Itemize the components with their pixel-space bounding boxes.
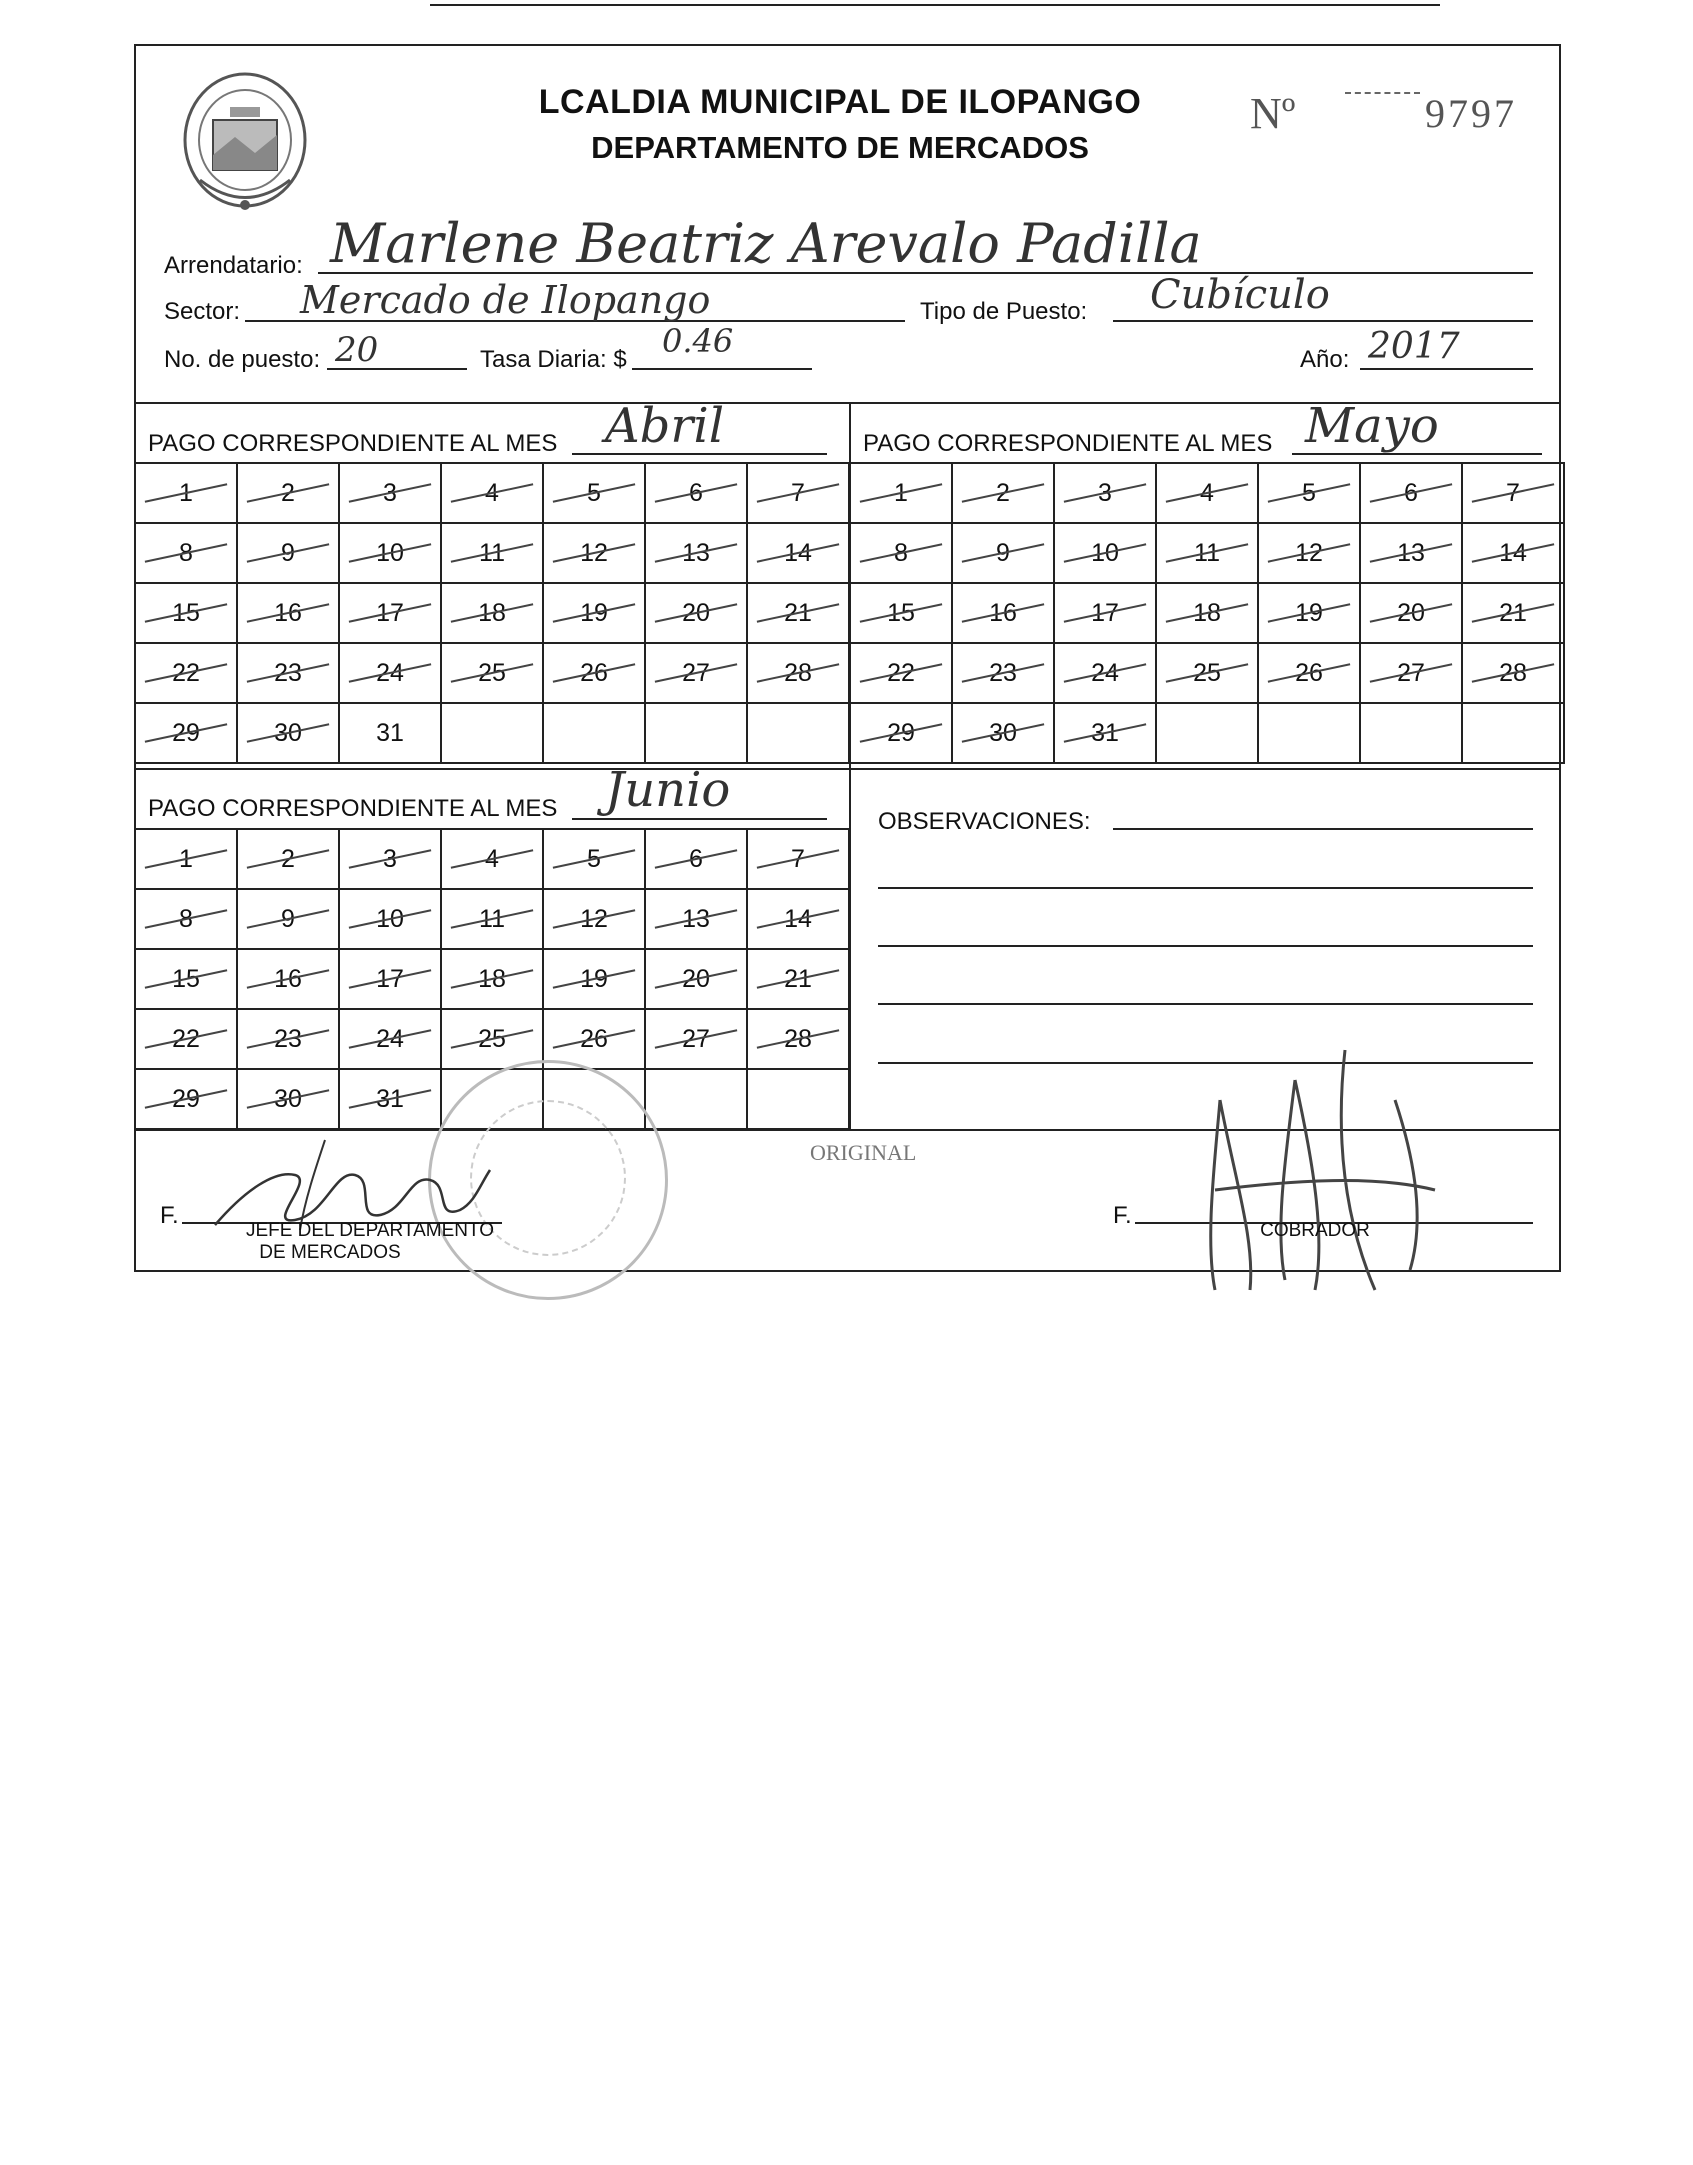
cobrador-signature-icon (1195, 1040, 1465, 1310)
empty-day-cell (1360, 703, 1462, 763)
empty-day-cell (441, 703, 543, 763)
day-cell (645, 643, 747, 703)
day-cell (645, 583, 747, 643)
day-cell (135, 1069, 237, 1129)
day-cell (1156, 523, 1258, 583)
day-number: 6 (1404, 478, 1418, 507)
day-cell (952, 463, 1054, 523)
cobrador-f-label: F. (1113, 1202, 1132, 1229)
day-cell (441, 583, 543, 643)
day-cell (339, 1009, 441, 1069)
day-number: 22 (887, 658, 915, 687)
day-cell (339, 949, 441, 1009)
day-number: 11 (479, 538, 505, 567)
day-number: 31 (1091, 718, 1119, 747)
day-cell (543, 463, 645, 523)
day-cell (747, 889, 849, 949)
anio-value: 2017 (1368, 326, 1460, 367)
day-number: 13 (682, 904, 710, 933)
observaciones-line-0 (1113, 828, 1533, 830)
day-number: 2 (281, 844, 295, 873)
day-cell (339, 1069, 441, 1129)
day-number: 15 (172, 964, 200, 993)
day-number: 29 (887, 718, 915, 747)
day-number: 8 (179, 538, 193, 567)
day-cell (339, 703, 441, 763)
day-number: 17 (1091, 598, 1119, 627)
day-number: 26 (580, 1024, 608, 1053)
day-cell (441, 463, 543, 523)
day-cell (339, 583, 441, 643)
section-divider-middle (134, 768, 1561, 770)
day-number: 1 (179, 478, 193, 507)
day-number: 26 (1295, 658, 1323, 687)
observaciones-line-3 (878, 1003, 1533, 1005)
day-number: 10 (376, 538, 404, 567)
day-number: 29 (172, 718, 200, 747)
day-cell (1360, 643, 1462, 703)
day-cell (645, 463, 747, 523)
day-cell (135, 889, 237, 949)
day-cell (952, 583, 1054, 643)
arrendatario-value: Marlene Beatriz Arevalo Padilla (330, 212, 1202, 275)
observaciones-label: OBSERVACIONES: (878, 808, 1091, 835)
day-cell (850, 643, 952, 703)
day-number: 26 (580, 658, 608, 687)
tipo-puesto-label: Tipo de Puesto: (920, 298, 1088, 325)
day-cell (237, 829, 339, 889)
month1-day-grid (134, 462, 850, 764)
sector-value: Mercado de Ilopango (300, 278, 711, 322)
tipo-puesto-line (1113, 320, 1533, 322)
anio-label: Año: (1300, 346, 1350, 373)
day-number: 5 (587, 478, 601, 507)
day-number: 25 (478, 1024, 506, 1053)
day-number: 30 (274, 718, 302, 747)
day-cell (339, 889, 441, 949)
day-cell (1258, 523, 1360, 583)
day-number: 21 (1499, 598, 1527, 627)
day-number: 7 (1506, 478, 1520, 507)
day-cell (747, 523, 849, 583)
month2-value: Mayo (1305, 398, 1439, 454)
receipt-number: 9797 (1425, 91, 1517, 136)
day-number: 7 (791, 844, 805, 873)
day-cell (441, 643, 543, 703)
day-number: 16 (274, 964, 302, 993)
day-number: 3 (383, 844, 397, 873)
month2-day-grid (849, 462, 1565, 764)
arrendatario-label: Arrendatario: (164, 252, 303, 279)
day-cell (850, 523, 952, 583)
day-cell (645, 889, 747, 949)
jefe-title-line1: JEFE DEL DEPARTAMENTO (245, 1220, 495, 1241)
day-number: 16 (989, 598, 1017, 627)
day-number: 17 (376, 964, 404, 993)
day-number: 12 (1295, 538, 1323, 567)
day-cell (543, 829, 645, 889)
municipal-crest-icon (175, 65, 315, 215)
day-number: 11 (1194, 538, 1220, 567)
tipo-puesto-value: Cubículo (1150, 272, 1330, 318)
day-number: 14 (1499, 538, 1527, 567)
day-number: 22 (172, 658, 200, 687)
day-cell (339, 643, 441, 703)
empty-day-cell (1258, 703, 1360, 763)
month1-label: PAGO CORRESPONDIENTE AL MES (148, 430, 558, 457)
day-number: 20 (682, 598, 710, 627)
day-cell (850, 703, 952, 763)
day-number: 13 (1397, 538, 1425, 567)
day-number: 10 (1091, 538, 1119, 567)
day-number: 11 (479, 904, 505, 933)
day-number: 9 (281, 904, 295, 933)
day-cell (339, 463, 441, 523)
day-number: 24 (376, 1024, 404, 1053)
day-number: 28 (784, 1024, 812, 1053)
day-cell (1054, 703, 1156, 763)
day-number: 28 (784, 658, 812, 687)
day-number: 8 (894, 538, 908, 567)
day-number: 21 (784, 964, 812, 993)
day-cell (1156, 643, 1258, 703)
day-number: 10 (376, 904, 404, 933)
day-number: 25 (478, 658, 506, 687)
day-cell (543, 889, 645, 949)
day-cell (1054, 583, 1156, 643)
day-cell (952, 523, 1054, 583)
day-number: 9 (281, 538, 295, 567)
day-number: 4 (485, 844, 499, 873)
day-cell (1054, 643, 1156, 703)
day-cell (747, 829, 849, 889)
anio-line (1360, 368, 1533, 370)
day-cell (747, 583, 849, 643)
day-number: 3 (383, 478, 397, 507)
day-cell (1462, 643, 1564, 703)
day-cell (237, 703, 339, 763)
day-number: 19 (1295, 598, 1323, 627)
day-cell (441, 1009, 543, 1069)
day-cell (1258, 463, 1360, 523)
day-cell (135, 703, 237, 763)
day-cell (1258, 643, 1360, 703)
day-number: 13 (682, 538, 710, 567)
day-number: 30 (274, 1084, 302, 1113)
day-cell (1462, 523, 1564, 583)
day-cell (543, 583, 645, 643)
day-cell (952, 643, 1054, 703)
day-cell (441, 889, 543, 949)
day-cell (1054, 523, 1156, 583)
day-number: 2 (281, 478, 295, 507)
day-cell (850, 463, 952, 523)
month2-label: PAGO CORRESPONDIENTE AL MES (863, 430, 1273, 457)
day-cell (543, 949, 645, 1009)
number-dash (1345, 92, 1420, 94)
day-number: 19 (580, 598, 608, 627)
day-number: 2 (996, 478, 1010, 507)
day-number: 5 (1302, 478, 1316, 507)
day-number: 22 (172, 1024, 200, 1053)
day-cell (543, 643, 645, 703)
day-number: 27 (682, 658, 710, 687)
day-cell (1156, 583, 1258, 643)
observaciones-line-2 (878, 945, 1533, 947)
day-cell (339, 523, 441, 583)
day-cell (1462, 583, 1564, 643)
day-number: 23 (989, 658, 1017, 687)
day-number: 24 (1091, 658, 1119, 687)
day-number: 4 (485, 478, 499, 507)
day-cell (441, 949, 543, 1009)
day-cell (135, 643, 237, 703)
day-cell (135, 949, 237, 1009)
jefe-title-line2: DE MERCADOS (259, 1242, 401, 1263)
day-cell (135, 523, 237, 583)
month1-value: Abril (605, 398, 725, 454)
month3-value: Junio (605, 762, 731, 818)
day-cell (135, 1009, 237, 1069)
day-cell (1054, 463, 1156, 523)
day-cell (747, 949, 849, 1009)
puesto-label: No. de puesto: (164, 346, 321, 373)
day-number: 15 (172, 598, 200, 627)
day-cell (441, 523, 543, 583)
day-number: 20 (1397, 598, 1425, 627)
day-number: 27 (682, 1024, 710, 1053)
day-number: 15 (887, 598, 915, 627)
day-number: 18 (478, 598, 506, 627)
day-number: 16 (274, 598, 302, 627)
original-mark: ORIGINAL (810, 1140, 917, 1165)
day-number: 3 (1098, 478, 1112, 507)
day-cell (237, 949, 339, 1009)
day-cell (645, 829, 747, 889)
day-number: 12 (580, 904, 608, 933)
cobrador-title: COBRADOR (1260, 1220, 1370, 1241)
municipality-title: LCALDIA MUNICIPAL DE ILOPANGO (538, 83, 1142, 121)
day-number: 17 (376, 598, 404, 627)
day-cell (543, 523, 645, 583)
day-number: 6 (689, 844, 703, 873)
day-cell (237, 889, 339, 949)
day-cell (645, 523, 747, 583)
number-label: Nº (1250, 89, 1296, 138)
day-number: 19 (580, 964, 608, 993)
day-number: 23 (274, 1024, 302, 1053)
day-cell (645, 1009, 747, 1069)
day-number: 14 (784, 538, 812, 567)
day-number: 27 (1397, 658, 1425, 687)
day-number: 24 (376, 658, 404, 687)
day-cell (441, 829, 543, 889)
month3-line (572, 818, 827, 820)
empty-day-cell (543, 703, 645, 763)
jefe-f-label: F. (160, 1202, 179, 1229)
day-number: 4 (1200, 478, 1214, 507)
puesto-value: 20 (335, 330, 379, 370)
day-number: 7 (791, 478, 805, 507)
day-number: 8 (179, 904, 193, 933)
day-number: 18 (478, 964, 506, 993)
day-number: 1 (894, 478, 908, 507)
day-number: 29 (172, 1084, 200, 1113)
day-cell (747, 1009, 849, 1069)
day-number: 23 (274, 658, 302, 687)
day-cell (747, 463, 849, 523)
day-cell (237, 1069, 339, 1129)
empty-day-cell (645, 703, 747, 763)
department-subtitle: DEPARTAMENTO DE MERCADOS (591, 130, 1089, 165)
day-cell (135, 829, 237, 889)
day-cell (135, 463, 237, 523)
day-number: 18 (1193, 598, 1221, 627)
day-cell (237, 583, 339, 643)
day-number: 28 (1499, 658, 1527, 687)
day-cell (135, 583, 237, 643)
tasa-value: 0.46 (662, 322, 734, 360)
observaciones-line-1 (878, 887, 1533, 889)
day-cell (1360, 523, 1462, 583)
month3-label: PAGO CORRESPONDIENTE AL MES (148, 795, 558, 822)
day-number: 31 (376, 718, 404, 747)
tasa-label: Tasa Diaria: $ (480, 346, 627, 373)
day-cell (952, 703, 1054, 763)
day-number: 9 (996, 538, 1010, 567)
day-cell (1156, 463, 1258, 523)
day-cell (1360, 463, 1462, 523)
day-cell (237, 1009, 339, 1069)
day-number: 21 (784, 598, 812, 627)
day-cell (1360, 583, 1462, 643)
day-number: 14 (784, 904, 812, 933)
day-cell (1462, 463, 1564, 523)
sector-label: Sector: (164, 298, 241, 325)
day-cell (747, 643, 849, 703)
day-cell (237, 463, 339, 523)
day-cell (645, 949, 747, 1009)
tasa-line (632, 368, 812, 370)
day-number: 20 (682, 964, 710, 993)
day-number: 12 (580, 538, 608, 567)
day-cell (850, 583, 952, 643)
day-cell (339, 829, 441, 889)
empty-day-cell (1156, 703, 1258, 763)
day-number: 30 (989, 718, 1017, 747)
top-edge-line (430, 4, 1440, 6)
day-cell (1258, 583, 1360, 643)
empty-day-cell (747, 1069, 849, 1129)
empty-day-cell (747, 703, 849, 763)
day-number: 6 (689, 478, 703, 507)
day-number: 25 (1193, 658, 1221, 687)
empty-day-cell (1462, 703, 1564, 763)
empty-day-cell (645, 1069, 747, 1129)
day-cell (237, 523, 339, 583)
day-number: 1 (179, 844, 193, 873)
day-cell (237, 643, 339, 703)
day-number: 31 (376, 1084, 404, 1113)
day-number: 5 (587, 844, 601, 873)
